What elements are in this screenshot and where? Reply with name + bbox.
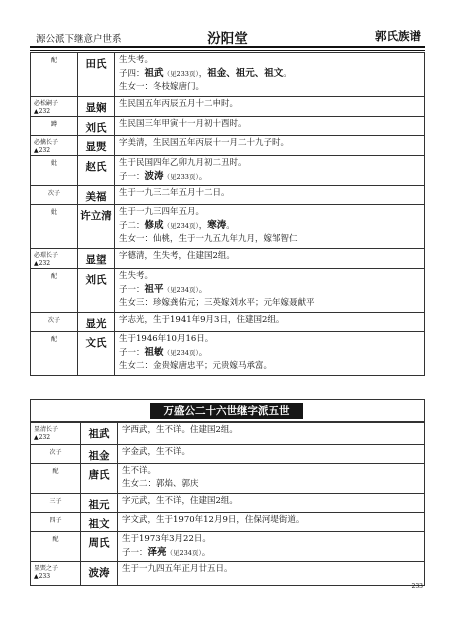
genealogy-row — [31, 445, 425, 464]
page-ref: （见234页） — [166, 549, 202, 557]
child-name: 祖金、祖元、祖文 — [207, 68, 284, 79]
genealogy-row — [31, 494, 425, 513]
relation-label: 配 — [50, 336, 57, 343]
relation-label: 次子 — [47, 190, 60, 197]
genealogy-row — [31, 513, 425, 532]
page-ref: （见233页） — [163, 70, 199, 78]
detail-line — [119, 360, 424, 373]
detail-line — [119, 233, 424, 246]
relation-label: 次子 — [47, 317, 60, 324]
details-cell — [115, 156, 425, 186]
detail-line — [119, 54, 424, 67]
relation-cell — [31, 186, 78, 205]
genealogy-row — [31, 423, 425, 445]
relation-cell — [31, 313, 78, 332]
detail-line — [119, 157, 424, 170]
person-name: 唐氏 — [81, 464, 118, 494]
relation-label: 必璟长子 — [34, 252, 59, 259]
detail-text: 生不详。 — [122, 466, 157, 476]
detail-text: 子四： — [119, 69, 145, 79]
detail-line — [122, 446, 424, 459]
genealogy-row — [31, 532, 425, 562]
detail-line — [119, 206, 424, 219]
person-name: 田氏 — [78, 53, 115, 97]
page-ref: （见234页） — [163, 222, 199, 230]
section-banner — [30, 399, 425, 422]
genealogy-row — [31, 313, 425, 332]
relation-label: 配 — [52, 468, 59, 475]
detail-text: 字志光，生于1941年9月3日，住建国2组。 — [119, 315, 285, 325]
detail-line — [119, 314, 424, 327]
detail-text: 。 — [198, 285, 208, 295]
relation-label: 三子 — [49, 498, 62, 505]
detail-text: 生女一：仙桃，生于一九五九年九月，嫁邹智仁 — [119, 234, 298, 244]
detail-line — [122, 533, 424, 546]
person-name: 刘氏 — [78, 269, 115, 313]
relation-cell — [31, 445, 81, 464]
header-rule-thin — [30, 50, 425, 51]
relation-cell — [31, 136, 78, 156]
relation-cell — [31, 97, 78, 117]
child-name: 修成 — [144, 220, 164, 231]
detail-text: 。 — [201, 548, 211, 558]
detail-text: 字文武，生于1970年12月9日，住保河堤街道。 — [122, 515, 305, 525]
detail-line — [119, 219, 424, 233]
section-title: 万盛公二十六世继字派五世 — [150, 403, 303, 419]
page-ref: （见233页） — [163, 173, 199, 181]
genealogy-row — [31, 136, 425, 156]
header-center: 汾阳堂 — [207, 31, 248, 47]
genealogy-row — [31, 269, 425, 313]
details-cell — [118, 423, 425, 445]
person-name: 显光 — [78, 313, 115, 332]
genealogy-row — [31, 249, 425, 269]
relation-ref: ▲232 — [34, 108, 51, 115]
detail-text: 生失考。 — [119, 271, 154, 281]
relation-cell — [31, 562, 81, 586]
person-name: 显娴 — [78, 97, 115, 117]
detail-text: 生女二：郭焰、郭庆 — [122, 479, 199, 489]
relation-cell — [31, 156, 78, 186]
relation-label: 次子 — [49, 449, 62, 456]
person-name: 显煚 — [78, 136, 115, 156]
details-cell — [118, 513, 425, 532]
detail-text: 生于一九四五年正月廿五日。 — [122, 564, 233, 574]
header-right: 郭氏族谱 — [375, 29, 421, 43]
details-cell — [115, 205, 425, 249]
details-cell — [115, 136, 425, 156]
child-name: 寒涛 — [207, 220, 227, 231]
relation-cell — [31, 53, 78, 97]
child-name: 祖平 — [144, 284, 164, 295]
genealogy-row — [31, 205, 425, 249]
detail-text: ， — [198, 221, 208, 231]
person-name: 祖武 — [81, 423, 118, 445]
details-cell — [115, 53, 425, 97]
detail-line — [119, 81, 424, 94]
person-name: 波涛 — [81, 562, 118, 586]
relation-label: 配 — [50, 273, 57, 280]
person-name: 刘氏 — [78, 117, 115, 136]
relation-cell — [31, 332, 78, 376]
relation-ref: ▲232 — [34, 434, 51, 441]
person-name: 周氏 — [81, 532, 118, 562]
detail-text: 生女二：金贵嫁唐忠平；元贵嫁马承富。 — [119, 361, 273, 371]
detail-line — [122, 465, 424, 478]
relation-cell — [31, 249, 78, 269]
detail-text: 字西武，生不详。住建国2组。 — [122, 425, 238, 435]
genealogy-row — [31, 97, 425, 117]
details-cell — [118, 494, 425, 513]
child-name: 祖武 — [144, 68, 164, 79]
relation-ref: ▲232 — [34, 147, 51, 154]
detail-line — [119, 98, 424, 111]
detail-line — [119, 270, 424, 283]
detail-line — [122, 478, 424, 491]
detail-line — [122, 495, 424, 508]
page-number: 233 — [411, 583, 423, 590]
detail-text: 生于1973年3月22日。 — [122, 534, 211, 544]
person-name: 许立清 — [78, 205, 115, 249]
relation-label: 显煚之子 — [34, 565, 59, 572]
detail-line — [122, 563, 424, 576]
page-ref: （见234页） — [163, 349, 199, 357]
relation-cell — [31, 269, 78, 313]
genealogy-table-top — [30, 52, 425, 376]
header-rule — [30, 46, 425, 48]
detail-text: 生失考。 — [119, 55, 154, 65]
details-cell — [115, 117, 425, 136]
relation-label: 蹲 — [50, 121, 57, 128]
detail-text: 生于1946年10月16日。 — [119, 334, 214, 344]
detail-text: 字金武，生不详。 — [122, 447, 191, 457]
details-cell — [115, 97, 425, 117]
person-name: 赵氏 — [78, 156, 115, 186]
details-cell — [118, 532, 425, 562]
detail-text: 生女三：珍嫁龚佑元；三英嫁刘水平；元年嫁聂献平 — [119, 298, 315, 308]
detail-text: ， — [198, 69, 208, 79]
person-name: 祖金 — [81, 445, 118, 464]
detail-text: 生女一：冬枝嫁唐门。 — [119, 82, 205, 92]
person-name: 祖元 — [81, 494, 118, 513]
relation-cell — [31, 464, 81, 494]
person-name: 美福 — [78, 186, 115, 205]
genealogy-row — [31, 332, 425, 376]
relation-cell — [31, 205, 78, 249]
relation-ref: ▲233 — [34, 573, 51, 580]
details-cell — [115, 313, 425, 332]
genealogy-row — [31, 464, 425, 494]
detail-line — [119, 333, 424, 346]
genealogy-table-bottom — [30, 422, 425, 586]
details-cell — [118, 562, 425, 586]
genealogy-row — [31, 53, 425, 97]
relation-label: 妣 — [50, 209, 57, 216]
person-name: 文氏 — [78, 332, 115, 376]
relation-cell — [31, 513, 81, 532]
detail-line — [119, 170, 424, 184]
relation-label: 必擒长子 — [34, 139, 59, 146]
header-left: 源公派下继意户世系 — [36, 34, 122, 45]
detail-text: 生民国五年丙辰五月十二申时。 — [119, 99, 239, 109]
detail-line — [119, 137, 424, 150]
relation-cell — [31, 494, 81, 513]
child-name: 祖敏 — [144, 347, 164, 358]
detail-text: 。 — [198, 172, 208, 182]
genealogy-row — [31, 186, 425, 205]
page-ref: （见234页） — [163, 286, 199, 294]
relation-label: 四子 — [49, 517, 62, 524]
detail-line — [119, 187, 424, 200]
details-cell — [115, 332, 425, 376]
detail-text: 子二： — [119, 221, 145, 231]
detail-text: 字元武，生不详，住建国2组。 — [122, 496, 238, 506]
details-cell — [115, 249, 425, 269]
child-name: 泽亮 — [147, 547, 167, 558]
detail-text: 生民国三年甲寅十一月初十酉时。 — [119, 119, 247, 129]
relation-label: 配 — [52, 536, 59, 543]
relation-label: 显清长子 — [34, 426, 59, 433]
detail-text: 。 — [283, 69, 292, 79]
relation-label: 必松嗣子 — [34, 100, 59, 107]
detail-text: 生于一九三二年五月十二日。 — [119, 188, 230, 198]
detail-text: 生于一九三四年五月。 — [119, 207, 205, 217]
genealogy-row — [31, 562, 425, 586]
detail-text: 字德清，生失考，住建国2组。 — [119, 251, 235, 261]
relation-cell — [31, 532, 81, 562]
details-cell — [118, 445, 425, 464]
relation-label: 妣 — [50, 160, 57, 167]
detail-text: 子一： — [122, 548, 148, 558]
detail-line — [119, 346, 424, 360]
details-cell — [115, 186, 425, 205]
detail-line — [119, 67, 424, 81]
relation-cell — [31, 423, 81, 445]
detail-text: 生于民国四年乙卯九月初二丑时。 — [119, 158, 247, 168]
child-name: 波涛 — [144, 171, 164, 182]
detail-line — [122, 546, 424, 560]
detail-line — [122, 514, 424, 527]
relation-label: 配 — [50, 57, 57, 64]
detail-text: 子一： — [119, 348, 145, 358]
relation-cell — [31, 117, 78, 136]
details-cell — [115, 269, 425, 313]
detail-text: 子一： — [119, 285, 145, 295]
detail-text: 。 — [226, 221, 235, 231]
detail-line — [119, 118, 424, 131]
detail-text: 。 — [198, 348, 208, 358]
genealogy-row — [31, 156, 425, 186]
relation-ref: ▲232 — [34, 260, 51, 267]
detail-line — [119, 250, 424, 263]
details-cell — [118, 464, 425, 494]
genealogy-row — [31, 117, 425, 136]
person-name: 显望 — [78, 249, 115, 269]
detail-text: 子一： — [119, 172, 145, 182]
detail-line — [119, 297, 424, 310]
page-header — [30, 26, 425, 46]
person-name: 祖文 — [81, 513, 118, 532]
detail-line — [119, 283, 424, 297]
detail-line — [122, 424, 424, 437]
detail-text: 字美清，生民国五年丙辰十一月二十九子时。 — [119, 138, 290, 148]
